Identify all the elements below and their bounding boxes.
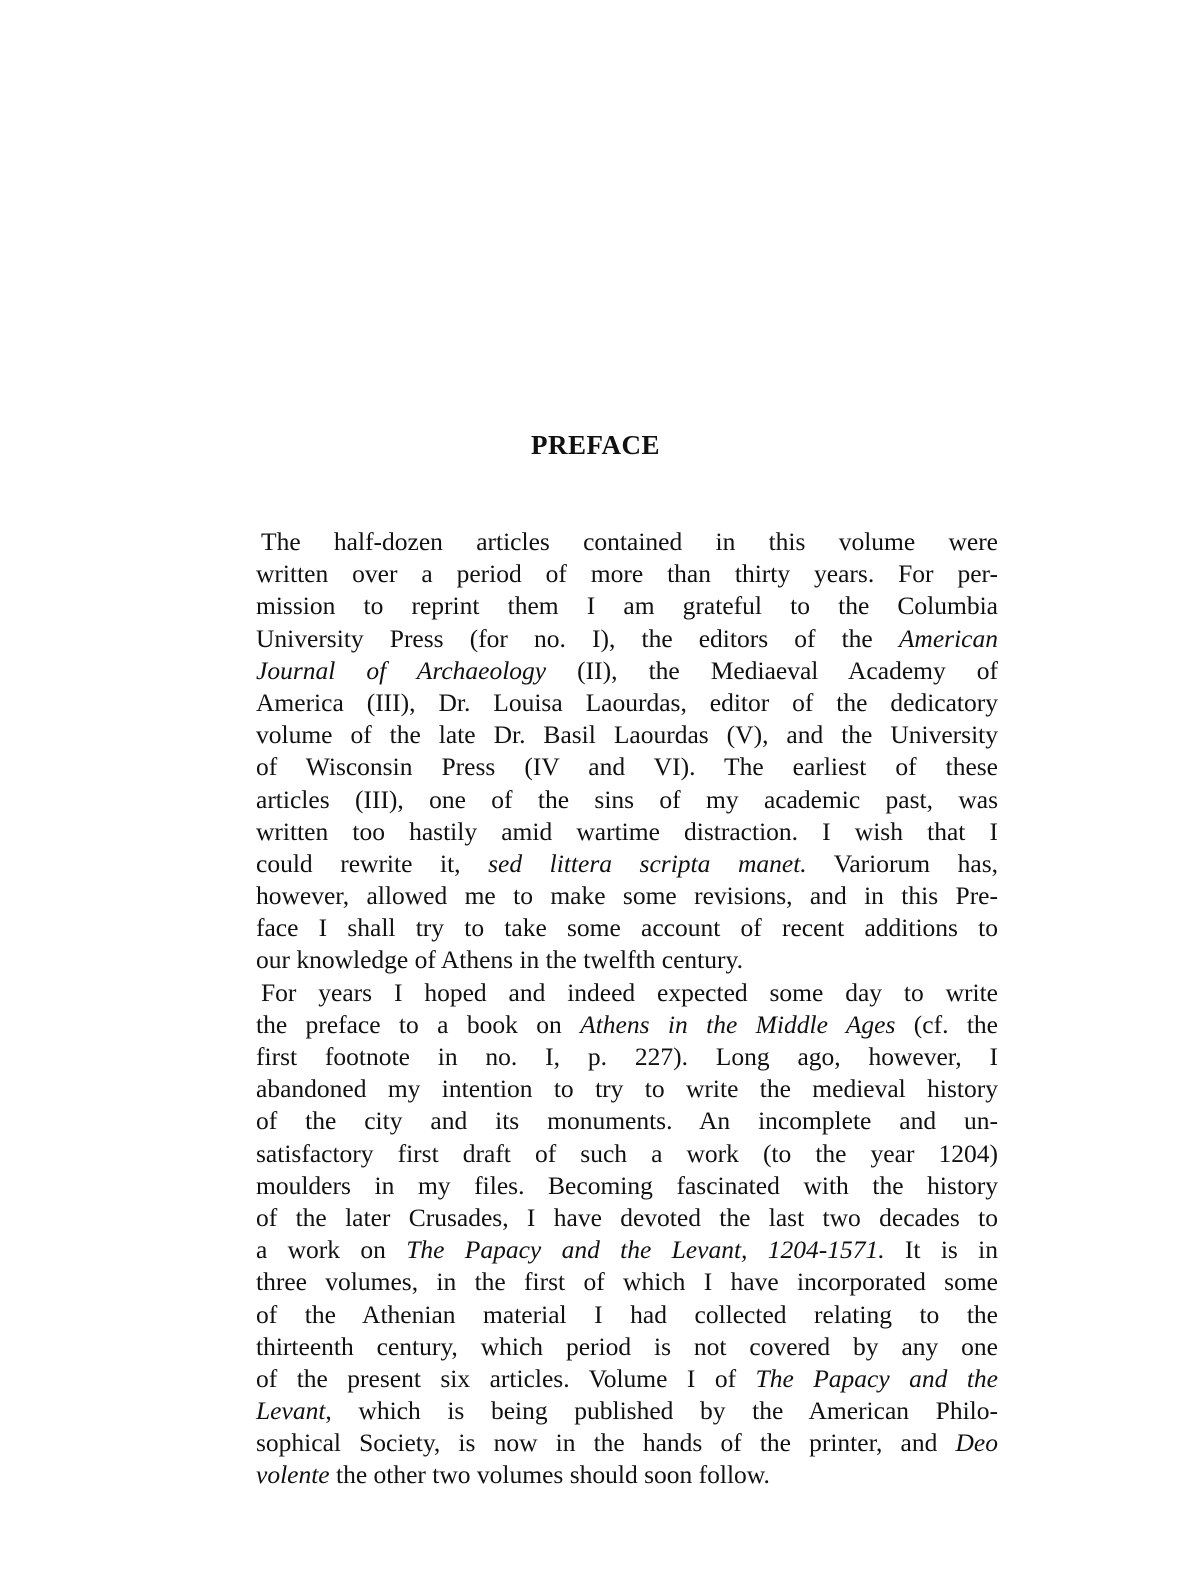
italic-text: The Papacy and the — [755, 1363, 998, 1393]
text-line: sophical Society, is now in the hands of the printer, and Deo — [256, 1428, 998, 1458]
text-line: of the later Crusades, I have devoted the last two decades to — [256, 1202, 998, 1232]
text-line: The half-dozen articles contained in this volume were — [261, 527, 998, 556]
text-line: of the Athenian material I had collected relating to the — [256, 1299, 998, 1329]
text-line: abandoned my intention to try to write the medieval history — [256, 1074, 998, 1104]
text-line: face I shall try to take some account of recent additions to — [256, 913, 998, 943]
text-line: of the present six articles. Volume I of The Papacy and the — [256, 1363, 998, 1393]
text-line: America (III), Dr. Louisa Laourdas, editor of the dedicatory — [256, 687, 998, 717]
text-line: the preface to a book on Athens in the Middle Ages (cf. the — [256, 1009, 998, 1039]
text-line: of Wisconsin Press (IV and VI). The earliest of these — [256, 752, 998, 782]
italic-text: volente — [256, 1460, 330, 1490]
text-line: University Press (for no. I), the editors of the American — [256, 623, 998, 653]
italic-text: The Papacy and the Levant, 1204-1571. — [406, 1235, 885, 1265]
text-line: mission to reprint them I am grateful to the Columbia — [256, 591, 998, 621]
paragraph-2 — [256, 977, 998, 1492]
text-line: could rewrite it, sed littera scripta manet. Variorum has, — [256, 848, 999, 878]
text-line: written too hastily amid wartime distraction. I wish that I — [256, 816, 998, 846]
text-line: three volumes, in the first of which I have incorporated some — [256, 1267, 998, 1297]
italic-text: sed littera scripta manet. — [488, 848, 807, 878]
italic-text: Journal of Archaeology — [256, 655, 547, 685]
italic-text: American — [898, 623, 998, 653]
italic-text: Levant — [256, 1396, 326, 1426]
text-line: volume of the late Dr. Basil Laourdas (V), and the University — [256, 720, 998, 750]
page-title: PREFACE — [531, 430, 660, 460]
text-line: however, allowed me to make some revisions, and in this Pre- — [256, 881, 998, 911]
italic-text: Deo — [955, 1428, 998, 1458]
text-line: Journal of Archaeology (II), the Mediaeval Academy of — [256, 655, 999, 685]
preface-body — [256, 526, 998, 1492]
text-line: moulders in my files. Becoming fascinated with the history — [256, 1170, 998, 1200]
text-line: thirteenth century, which period is not covered by any one — [256, 1331, 998, 1361]
text-line: Levant, which is being published by the American Philo- — [256, 1396, 998, 1426]
text-line: satisfactory first draft of such a work (to the year 1204) — [256, 1138, 998, 1168]
text-line: articles (III), one of the sins of my academic past, was — [256, 784, 998, 814]
text-line: first footnote in no. I, p. 227). Long ago, however, I — [256, 1042, 998, 1071]
italic-text: Athens in the Middle Ages — [580, 1009, 896, 1039]
paragraph-1 — [256, 526, 998, 977]
text-line: of the city and its monuments. An incomplete and un- — [256, 1106, 998, 1136]
text-line: written over a period of more than thirty years. For per- — [256, 559, 998, 589]
text-line: For years I hoped and indeed expected some day to write — [261, 977, 998, 1007]
text-line: volente the other two volumes should soon follow. — [256, 1460, 770, 1490]
text-line: a work on The Papacy and the Levant, 1204-1571. It is in — [256, 1235, 998, 1265]
text-line: our knowledge of Athens in the twelfth century. — [256, 945, 743, 975]
